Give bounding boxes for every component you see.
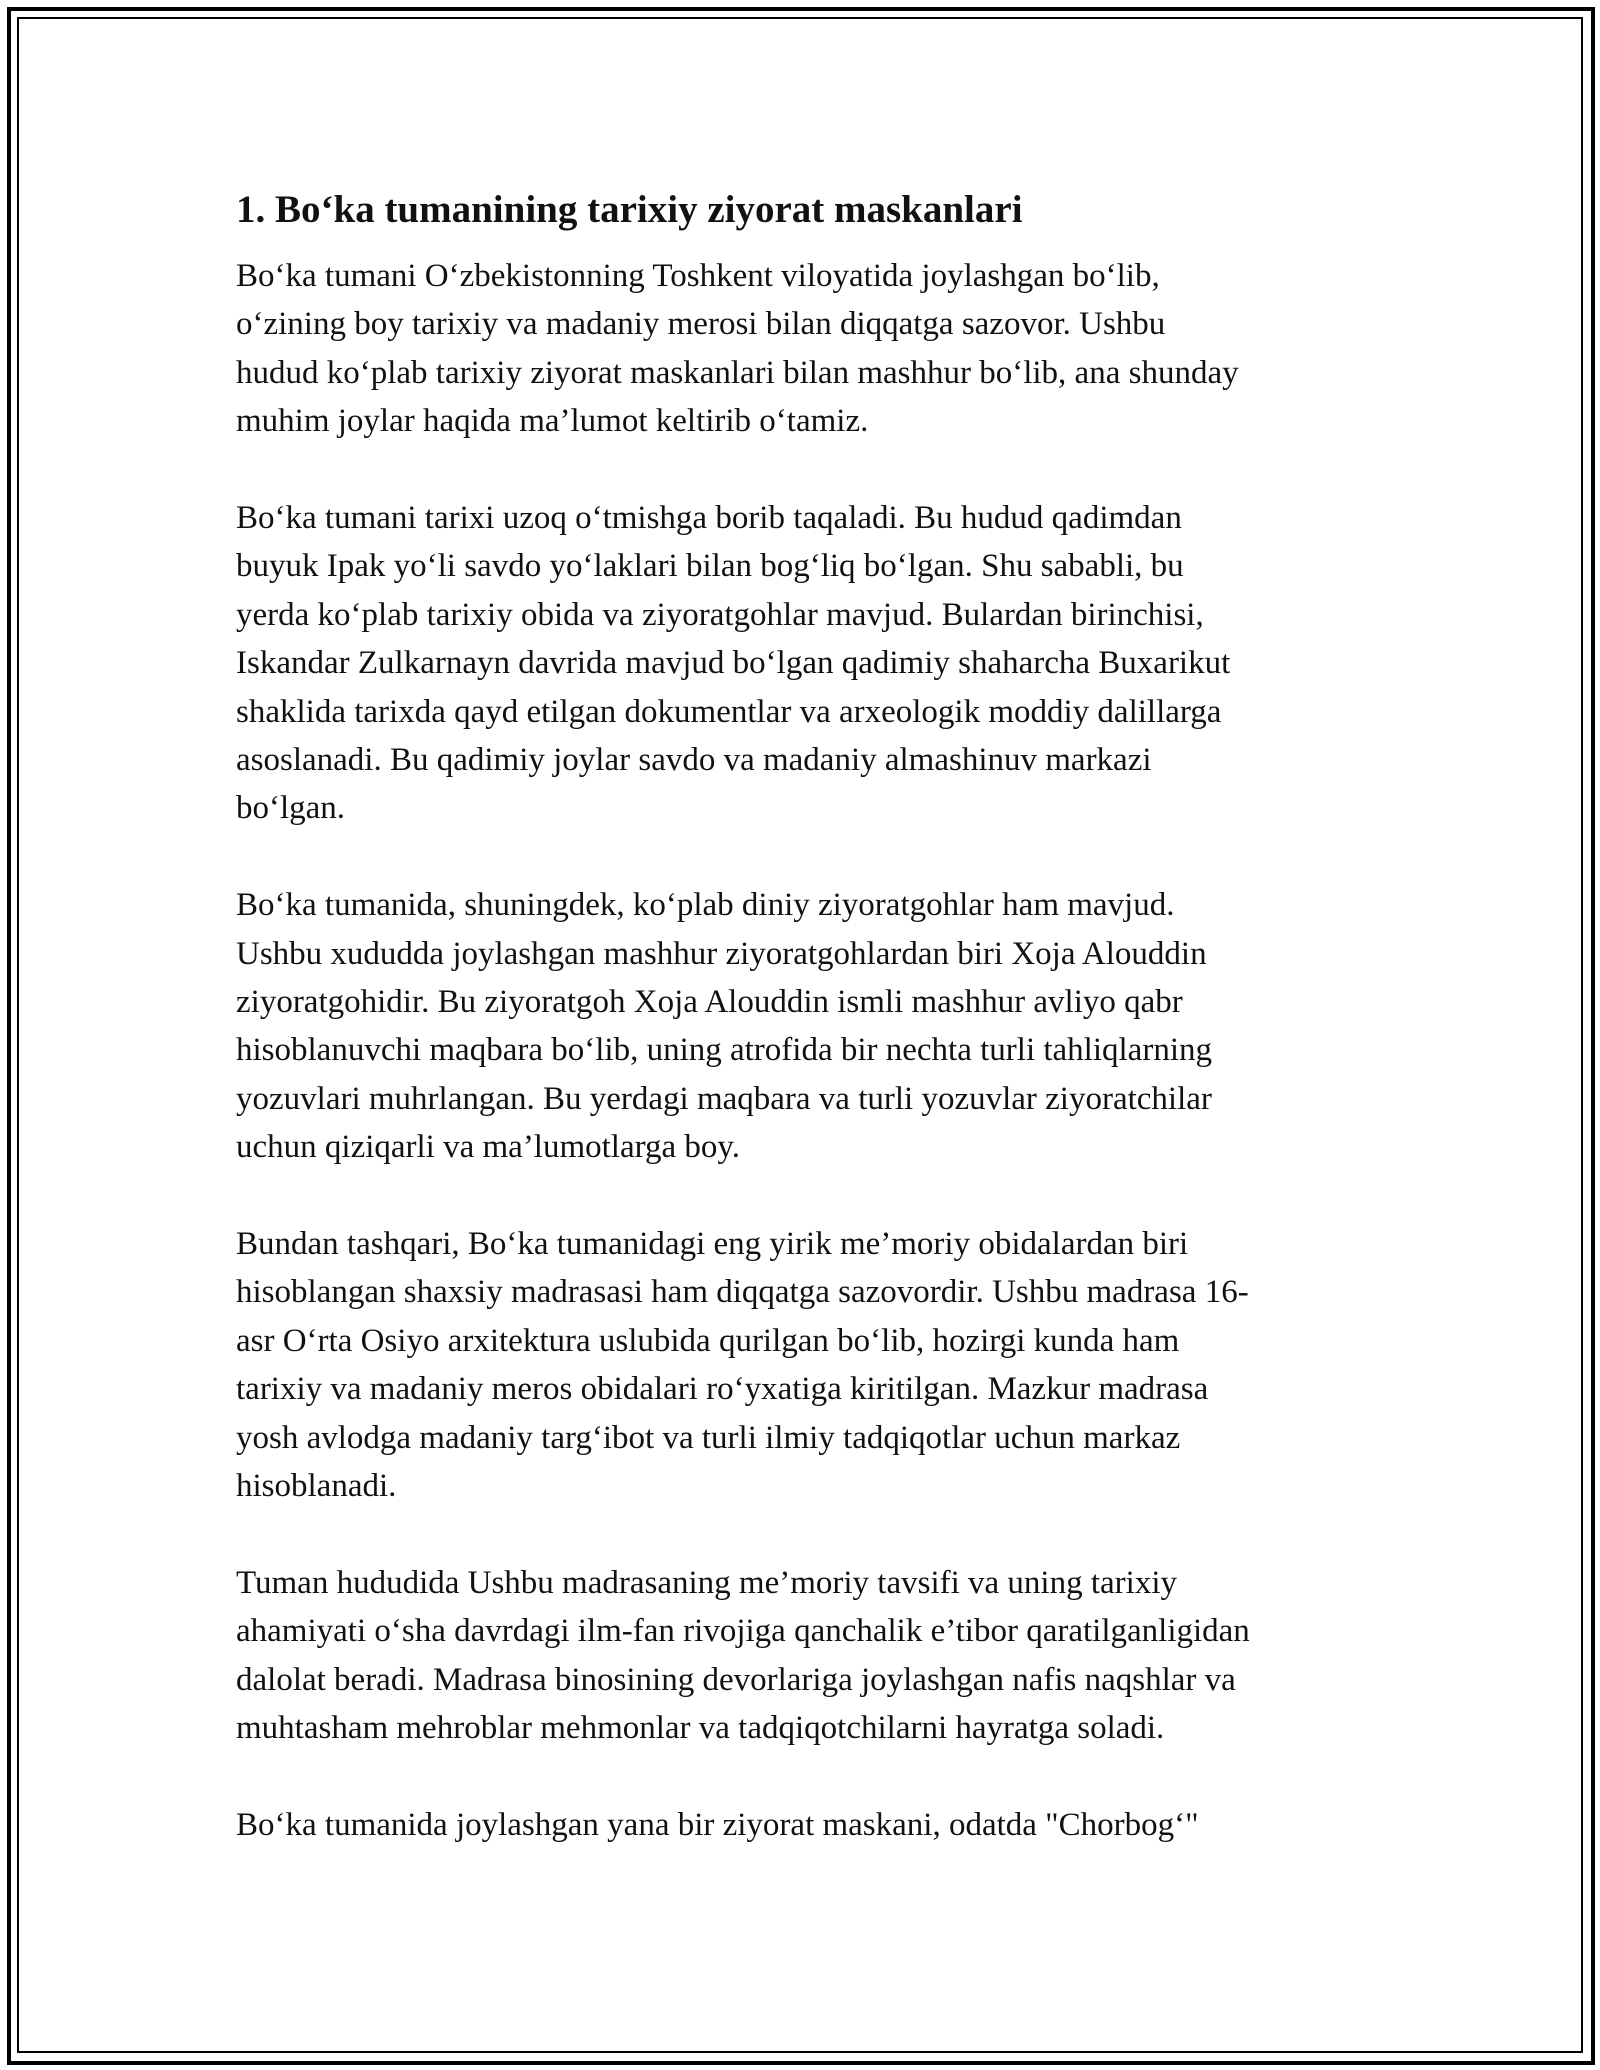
paragraph: Bo‘ka tumani O‘zbekistonning Toshkent viloyatida joylashgan bo‘lib, o‘zining boy tarixiy va madaniy merosi bilan diqqatga sazovor. Ushbu hudud ko‘plab tarixiy ziyorat maskanlari bilan mashhur bo‘lib, ana shunday muhim joylar haqida ma’lumot keltirib o‘tamiz.	[236, 258, 1239, 440]
paragraph: Bundan tashqari, Bo‘ka tumanidagi eng yirik me’moriy obidalardan biri hisoblangan shaxsiy madrasasi ham diqqatga sazovordir. Ushbu madrasa 16- asr O‘rta Osiyo arxitektura uslubida qurilgan bo‘lib, hozirgi kunda ham tarixiy va madaniy meros obidalari ro‘yxatiga kiritilgan. Mazkur madrasa yosh avlodga madaniy targ‘ibot va turli ilmiy tadqiqotlar uchun markaz hisoblanadi.	[236, 1226, 1249, 1505]
paragraph: Bo‘ka tumanida joylashgan yana bir ziyorat maskani, odatda "Chorbog‘"	[236, 1806, 1199, 1843]
document-body	[236, 186, 1386, 1898]
section-heading: 1. Bo‘ka tumanining tarixiy ziyorat maskanlari	[236, 188, 1023, 231]
paragraph: Bo‘ka tumani tarixi uzoq o‘tmishga borib taqaladi. Bu hudud qadimdan buyuk Ipak yo‘li savdo yo‘laklari bilan bog‘liq bo‘lgan. Shu sababli, bu yerda ko‘plab tarixiy obida va ziyoratgohlar mavjud. Bulardan birinchisi, Iskandar Zulkarnayn davrida mavjud bo‘lgan qadimiy shaharcha Buxarikut shaklida tarixda qayd etilgan dokumentlar va arxeologik moddiy dalillarga asoslanadi. Bu qadimiy joylar savdo va madaniy almashinuv markazi bo‘lgan.	[236, 500, 1231, 827]
paragraph: Tuman hududida Ushbu madrasaning me’moriy tavsifi va uning tarixiy ahamiyati o‘sha davrdagi ilm-fan rivojiga qanchalik e’tibor qaratilganligidan dalolat beradi. Madrasa binosining devorlariga joylashgan nafis naqshlar va muhtasham mehroblar mehmonlar va tadqiqotchilarni hayratga soladi.	[236, 1564, 1250, 1747]
paragraph: Bo‘ka tumanida, shuningdek, ko‘plab diniy ziyoratgohlar ham mavjud. Ushbu xududda joylashgan mashhur ziyoratgohlardan biri Xoja Alouddin ziyoratgohidir. Bu ziyoratgoh Xoja Alouddin ismli mashhur avliyo qabr hisoblanuvchi maqbara bo‘lib, uning atrofida bir nechta turli tahliqlarning yozuvlari muhrlangan. Bu yerdagi maqbara va turli yozuvlar ziyoratchilar uchun qiziqarli va ma’lumotlarga boy.	[236, 887, 1212, 1166]
